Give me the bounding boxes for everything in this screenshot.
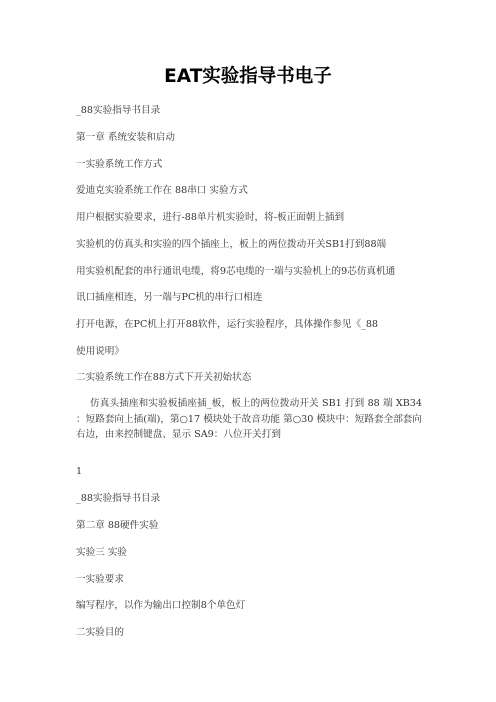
text-paragraph: 仿真头插座和实验板插座插_板，板上的两位拨动开关 SB1 打到 88 端 XB34 ：短路套向上插(端)，第○17 模块处于故音功能 第○30 模块中：短路套全部套向右边，由来控制键盘、显示 SA9：八位开关打到 (76, 398, 422, 440)
text-line: 第一章 系统安装和启动 (76, 132, 175, 143)
document-title: EAT实验指导书电子 (164, 66, 332, 87)
text-line: 实验机的仿真头和实验的四个插座上，板上的两位拨动开关SB1打到88端 (76, 239, 387, 250)
text-line: 实验三 实验 (76, 547, 128, 558)
text-line: 二实验目的 (76, 627, 124, 638)
text-line: 讯口插座相连，另一端与PC机的串行口相连 (76, 292, 263, 303)
text-line: 爱迪克实验系统工作在 88串口 实验方式 (76, 185, 248, 196)
text-line: 用户根据实验要求，进行-88单片机实验时，将-板正面朝上插到 (76, 212, 345, 223)
page-number: 1 (76, 466, 83, 477)
text-line: 使用说明》 (76, 346, 124, 357)
text-line: _88实验指导书目录 (76, 105, 161, 116)
text-line: 编写程序，以作为输出口控制8个单色灯 (76, 600, 246, 611)
text-line: 打开电源，在PC机上打开88软件，运行实验程序，具体操作参见《_88 (76, 319, 379, 330)
text-line: 一实验要求 (76, 574, 124, 585)
text-line: 第二章 88硬件实验 (76, 520, 159, 531)
text-line: 用实验机配套的串行通讯电缆，将9芯电缆的一端与实验机上的9芯仿真机通 (76, 266, 396, 277)
text-line: 二实验系统工作在88方式下开关初始状态 (76, 372, 252, 383)
text-line: 一实验系统工作方式 (76, 159, 163, 170)
text-line: _88实验指导书目录 (76, 493, 161, 504)
